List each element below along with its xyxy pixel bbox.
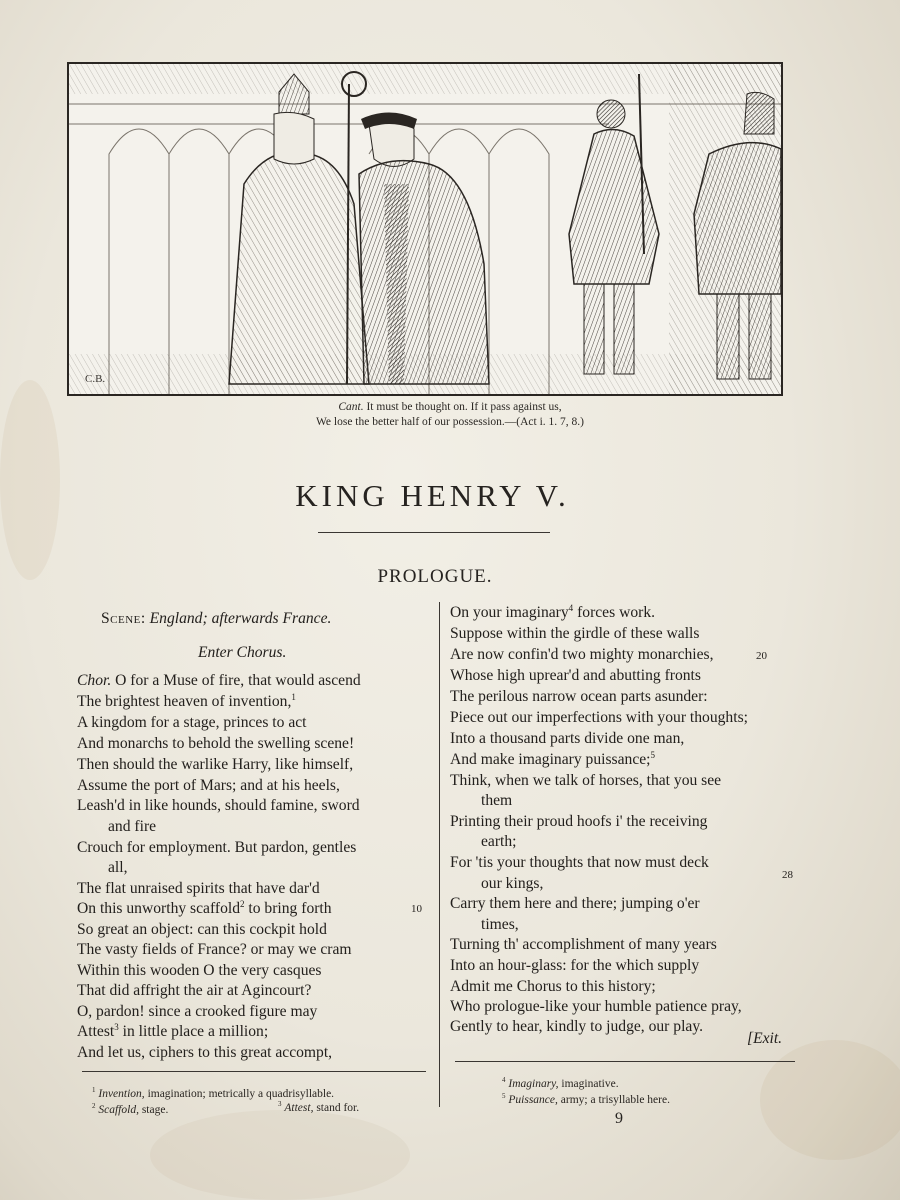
caption-speaker: Cant.	[338, 401, 364, 413]
verse-line-continued: all,	[108, 859, 128, 876]
stage-direction: Enter Chorus.	[198, 644, 287, 661]
verse-line: Admit me Chorus to this history;	[450, 978, 656, 995]
verse-line-continued: our kings,	[481, 875, 544, 892]
verse-line-continued: times,	[481, 916, 519, 933]
footnote-mark: 5	[650, 749, 655, 760]
line-number: 28	[782, 869, 793, 881]
footnote: $^5$ Puissance, army; a trisyllable here.	[502, 1092, 670, 1106]
footnote-mark: 1	[291, 691, 296, 702]
footnote: $^1$ Invention, imagination; metrically a quadrisyllable.	[92, 1086, 335, 1100]
verse-line: Assume the port of Mars; and at his heels,	[77, 777, 340, 794]
verse-line: Piece out our imperfections with your thoughts;	[450, 709, 748, 726]
column-divider	[439, 602, 440, 1107]
line-number: 20	[756, 650, 767, 662]
verse-line: On this unworthy scaffold$^2$ to bring forth	[77, 898, 332, 917]
scene-text: England; afterwards France.	[149, 610, 332, 627]
verse-line: Printing their proud hoofs i' the receiving	[450, 813, 708, 830]
verse-line-continued: them	[481, 792, 513, 809]
title-rule	[318, 532, 550, 533]
verse-line: Are now confin'd two mighty monarchies,	[450, 646, 714, 663]
verse-line: O, pardon! since a crooked figure may	[77, 1003, 318, 1020]
verse-line: The brightest heaven of invention,$^1$	[77, 691, 296, 710]
verse-line: Attest$^3$ in little place a million;	[77, 1021, 269, 1040]
footnote-mark: 4	[568, 602, 574, 613]
engraving-drawing	[69, 64, 781, 394]
verse-line: Gently to hear, kindly to judge, our play.	[450, 1018, 704, 1035]
verse-line-continued: and fire	[108, 818, 157, 835]
verse-line: For 'tis your thoughts that now must deck	[450, 854, 709, 871]
verse-line: And monarchs to behold the swelling scene!	[77, 735, 355, 752]
verse-line: Then should the warlike Harry, like himself,	[77, 756, 354, 773]
paper-stain	[150, 1110, 410, 1200]
verse-line: So great an object: can this cockpit hold	[77, 921, 327, 938]
verse-line: Into a thousand parts divide one man,	[450, 730, 685, 747]
verse-line: The flat unraised spirits that have dar'd	[77, 880, 320, 897]
play-title: KING HENRY V.	[295, 478, 570, 513]
footnote: $^4$ Imaginary, imaginative.	[502, 1076, 619, 1090]
illustration-caption	[0, 400, 900, 430]
section-heading: PROLOGUE.	[377, 566, 493, 587]
caption-line-2: We lose the better half of our possession.—(Act i. 1. 7, 8.)	[316, 416, 584, 428]
verse-line: And let us, ciphers to this great accompt,	[77, 1044, 333, 1061]
footnote-rule	[455, 1061, 795, 1062]
verse-line: Who prologue-like your humble patience pray,	[450, 998, 742, 1015]
svg-text:C.B.: C.B.	[85, 373, 106, 385]
caption-text-1: It must be thought on. If it pass against us,	[366, 401, 562, 413]
speaker-name: Chor.	[77, 672, 112, 689]
left-column	[77, 604, 427, 1064]
stage-exit: [Exit.	[747, 1030, 783, 1047]
verse-line: That did affright the air at Agincourt?	[77, 982, 312, 999]
verse-line: Leash'd in like hounds, should famine, sword	[77, 797, 360, 814]
footnote-rule	[82, 1071, 426, 1072]
verse-line-continued: earth;	[481, 833, 517, 850]
verse-line: Into an hour-glass: for the which supply	[450, 957, 700, 974]
verse-line: Think, when we talk of horses, that you see	[450, 772, 722, 789]
verse-line: Suppose within the girdle of these walls	[450, 625, 700, 642]
footnote-mark: 3	[114, 1021, 119, 1032]
footnote: $^3$ Attest, stand for.	[278, 1100, 360, 1114]
verse-line: Carry them here and there; jumping o'er	[450, 895, 700, 912]
caption-line-1	[0, 400, 900, 415]
verse-line: Chor. O for a Muse of fire, that would ascend	[77, 672, 361, 689]
verse-line: Turning th' accomplishment of many years	[450, 936, 717, 953]
right-column	[450, 604, 800, 1064]
line-number: 10	[411, 903, 422, 915]
verse-line: On your imaginary$^4$ forces work.	[450, 602, 656, 621]
verse-line: Within this wooden O the very casques	[77, 962, 322, 979]
footnote-mark: 2	[240, 898, 245, 909]
verse-line: Crouch for employment. But pardon, gentles	[77, 839, 357, 856]
footnote: $^2$ Scaffold, stage.	[92, 1102, 169, 1116]
page-number: 9	[615, 1110, 623, 1127]
verse-line: Whose high uprear'd and abutting fronts	[450, 667, 701, 684]
verse-line: And make imaginary puissance;$^5$	[450, 749, 655, 768]
verse-line: The vasty fields of France? or may we cram	[77, 941, 352, 958]
verse-line: A kingdom for a stage, princes to act	[77, 714, 307, 731]
engraving-illustration	[67, 62, 783, 396]
verse-line: The perilous narrow ocean parts asunder:	[450, 688, 708, 705]
scene-label: Scene:	[101, 610, 146, 627]
scene-heading	[101, 610, 331, 628]
